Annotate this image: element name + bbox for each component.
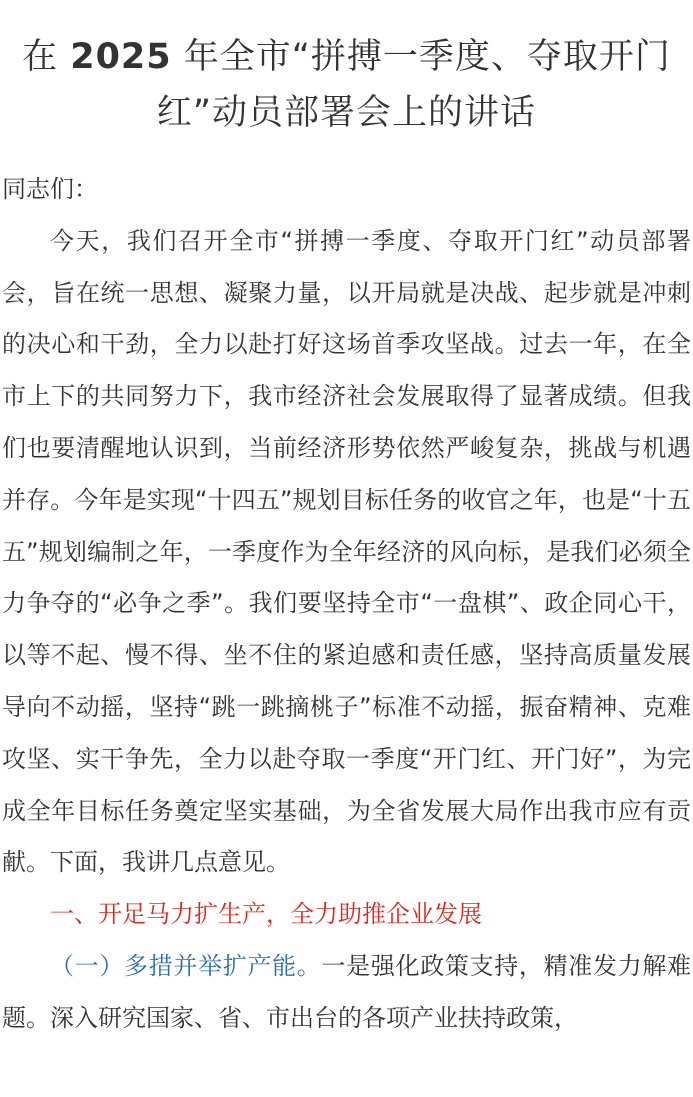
section-heading-1: 一、开足马力扩生产，全力助推企业发展 [50, 900, 482, 929]
title-rest: 年全市“拼搏一季度、夺取开门红”动员部署会上的讲话 [156, 37, 671, 133]
title-year: 2025 [70, 37, 172, 77]
salutation: 同志们： [2, 175, 98, 203]
intro-paragraph: 今天，我们召开全市“拼搏一季度、夺取开门红”动员部署会，旨在统一思想、凝聚力量，以开局就是决战、起步就是冲刺的决心和干劲，全力以赴打好这场首季攻坚战。过去一年，在全市上下的共同努力下，我市经济社会发展取得了显著成绩。但我们也要清醒地认识到，当前经济形势依然严峻复杂，挑战与机遇并存。今年是实现“十四五”规划目标任务的收官之年，也是“十五五”规划编制之年，一季度作为全年经济的风向标，是我们必须全力争夺的“必争之季”。我们要坚持全市“一盘棋”、政企同心干，以等不起、慢不得、坐不住的紧迫感和责任感，坚持高质量发展导向不动摇，坚持“跳一跳摘桃子”标准不动摇，振奋精神、克难攻坚、实干争先，全力以赴夺取一季度“开门红、开门好”，为完成全年目标任务奠定坚实基础，为全省发展大局作出我市应有贡献。下面，我讲几点意见。 [2, 226, 691, 877]
subsection-text-1: 一是强化政策支持，精准发力解难题。深入研究国家、省、市出台的各项产业扶持政策， [2, 951, 692, 1032]
title-prefix: 在 [22, 37, 71, 77]
subsection-paragraph-1 [2, 941, 691, 1045]
article-title [2, 0, 691, 141]
subsection-heading-1: （一）多措并举扩产能。 [50, 951, 322, 980]
article-body [2, 164, 691, 1045]
